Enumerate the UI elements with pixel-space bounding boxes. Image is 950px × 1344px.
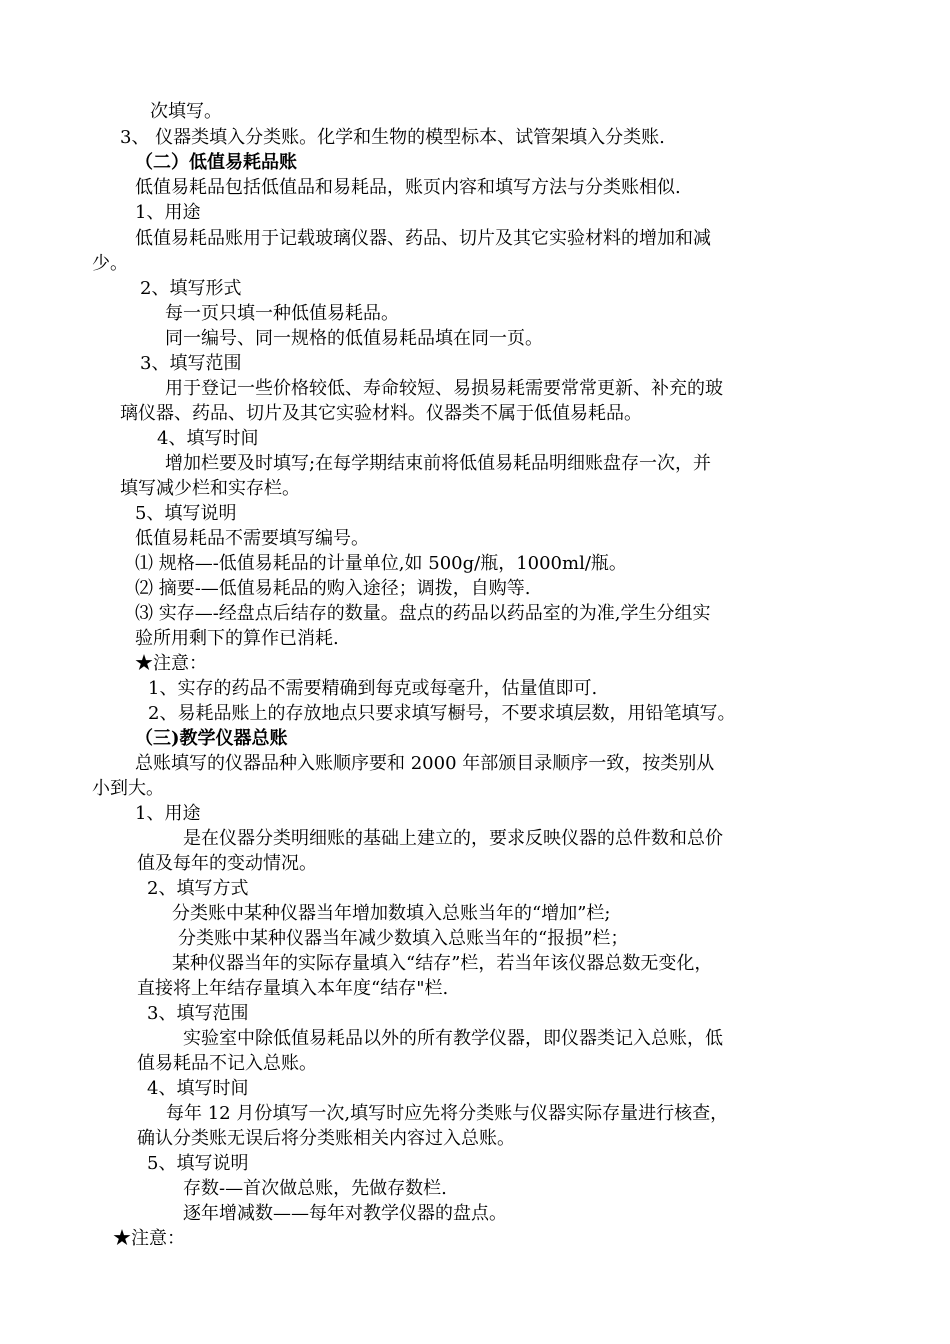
text-line: 低值易耗品账用于记载玻璃仪器、药品、切片及其它实验材料的增加和减 xyxy=(135,228,711,249)
text-line: 1、实存的药品不需要精确到每克或每毫升，估量值即可. xyxy=(148,678,598,699)
text-line: 4、填写时间 xyxy=(147,1078,249,1099)
section-heading: （二）低值易耗品账 xyxy=(135,152,297,173)
text-line: 同一编号、同一规格的低值易耗品填在同一页。 xyxy=(165,328,543,349)
text-line: 验所用剩下的算作已消耗. xyxy=(135,628,339,649)
text-line: 低值易耗品不需要填写编号。 xyxy=(135,528,369,549)
text-line: 2、填写形式 xyxy=(140,278,242,299)
text-line: 增加栏要及时填写;在每学期结束前将低值易耗品明细账盘存一次，并 xyxy=(165,453,712,474)
text-line: 5、填写说明 xyxy=(135,503,237,524)
text-line: 用于登记一些价格较低、寿命较短、易损易耗需要常常更新、补充的玻 xyxy=(165,378,723,399)
text-line: 确认分类账无误后将分类账相关内容过入总账。 xyxy=(137,1128,515,1149)
text-line: 3、 仪器类填入分类账。化学和生物的模型标本、试管架填入分类账. xyxy=(120,127,665,148)
text-line: 2、易耗品账上的存放地点只要求填写橱号，不要求填层数，用铅笔填写。 xyxy=(148,703,736,724)
text-line: 1、用途 xyxy=(135,202,201,223)
text-line: 是在仪器分类明细账的基础上建立的，要求反映仪器的总件数和总价 xyxy=(183,828,723,849)
text-line: 总账填写的仪器品种入账顺序要和 2000 年部颁目录顺序一致，按类别从 xyxy=(135,753,715,774)
text-line: 1、用途 xyxy=(135,803,201,824)
text-line: 3、填写范围 xyxy=(147,1003,249,1024)
text-line: 少。 xyxy=(92,253,128,274)
text-line: 小到大。 xyxy=(92,778,164,799)
text-line: ⑴ 规格—-低值易耗品的计量单位,如 500g/瓶，1000ml/瓶。 xyxy=(135,553,627,574)
text-line: 分类账中某种仪器当年减少数填入总账当年的“报损”栏； xyxy=(178,928,629,949)
text-line: 逐年增减数——每年对教学仪器的盘点。 xyxy=(183,1203,507,1224)
text-line: ★注意： xyxy=(135,653,207,674)
text-line: 某种仪器当年的实际存量填入“结存”栏，若当年该仪器总数无变化， xyxy=(172,953,713,974)
text-line: ⑵ 摘要-—低值易耗品的购入途径；调拨，自购等. xyxy=(135,578,531,599)
text-line: 3、填写范围 xyxy=(140,353,242,374)
text-line: 每一页只填一种低值易耗品。 xyxy=(165,303,399,324)
text-line: 实验室中除低值易耗品以外的所有教学仪器，即仪器类记入总账，低 xyxy=(183,1028,723,1049)
text-line: 4、填写时间 xyxy=(157,428,259,449)
text-line: 2、填写方式 xyxy=(147,878,249,899)
text-line: 低值易耗品包括低值品和易耗品，账页内容和填写方法与分类账相似. xyxy=(135,177,681,198)
text-line: 分类账中某种仪器当年增加数填入总账当年的“增加”栏; xyxy=(172,903,611,924)
text-line: 每年 12 月份填写一次,填写时应先将分类账与仪器实际存量进行核查， xyxy=(166,1103,729,1124)
text-line: 值及每年的变动情况。 xyxy=(137,853,317,874)
text-line: 5、填写说明 xyxy=(147,1153,249,1174)
section-heading: （三)教学仪器总账 xyxy=(135,728,288,749)
text-line: 值易耗品不记入总账。 xyxy=(137,1053,317,1074)
text-line: ⑶ 实存—-经盘点后结存的数量。盘点的药品以药品室的为准,学生分组实 xyxy=(135,603,711,624)
text-line: 次填写。 xyxy=(150,101,222,122)
text-line: ★注意： xyxy=(113,1228,185,1249)
text-line: 存数-—首次做总账，先做存数栏. xyxy=(183,1178,447,1199)
text-line: 璃仪器、药品、切片及其它实验材料。仪器类不属于低值易耗品。 xyxy=(120,403,642,424)
text-line: 直接将上年结存量填入本年度“结存"栏. xyxy=(137,978,449,999)
text-line: 填写减少栏和实存栏。 xyxy=(120,478,300,499)
